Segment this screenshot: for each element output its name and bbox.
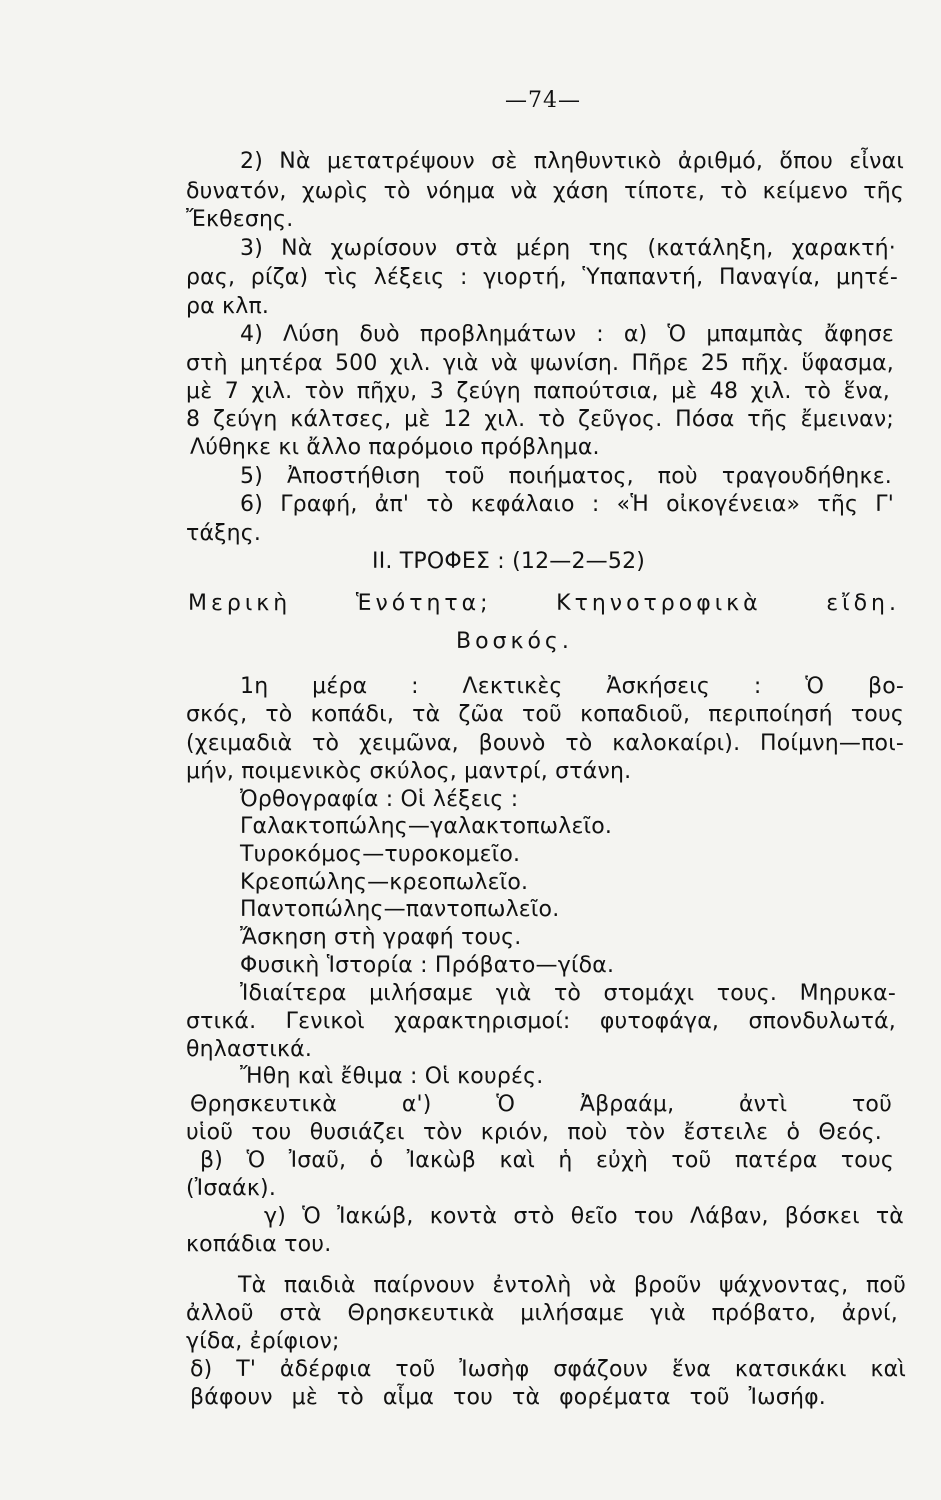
page-number: —74—: [505, 88, 581, 113]
text-line: Φυσικὴ Ἱστορία : Πρόβατο—γίδα.: [240, 953, 615, 978]
text-line: (Ἰσαάκ).: [186, 1176, 277, 1201]
text-line: ρας, ρίζα) τὶς λέξεις : γιορτή, Ὑπαπαντή, Παναγία, μητέ-: [186, 265, 898, 290]
text-line: Ὀρθογραφία : Οἱ λέξεις :: [240, 787, 519, 812]
text-line: Θρησκευτικὰ α') Ὁ Ἀβραάμ, ἀντὶ τοῦ: [190, 1092, 892, 1117]
text-line: θηλαστικά.: [186, 1037, 313, 1062]
text-line: 6) Γραφή, ἀπ' τὸ κεφάλαιο : «Ἡ οἰκογένεια» τῆς Γ': [240, 492, 894, 517]
text-line: Ἤθη καὶ ἔθιμα : Οἱ κουρές.: [240, 1064, 544, 1089]
text-line: τάξης.: [186, 521, 262, 546]
text-line: γίδα, ἐρίφιον;: [186, 1329, 340, 1354]
text-line: 1η μέρα : Λεκτικὲς Ἀσκήσεις : Ὁ βο-: [240, 674, 904, 699]
text-line: 5) Ἀποστήθιση τοῦ ποιήματος, ποὺ τραγουδήθηκε.: [240, 464, 892, 489]
text-line: δ) Τ' ἀδέρφια τοῦ Ἰωσὴφ σφάζουν ἕνα κατσικάκι καὶ: [190, 1357, 906, 1382]
text-line: β) Ὁ Ἰσαῦ, ὁ Ἰακὼβ καὶ ἡ εὐχὴ τοῦ πατέρα τους: [200, 1148, 894, 1173]
text-line: υἱοῦ του θυσιάζει τὸν κριόν, ποὺ τὸν ἔστειλε ὁ Θεός.: [186, 1120, 882, 1145]
text-line: Ἄσκηση στὴ γραφή τους.: [240, 925, 522, 950]
section-heading: ΙΙ. ΤΡΟΦΕΣ : (12—2—52): [372, 549, 646, 574]
text-line: Ἰδιαίτερα μιλήσαμε γιὰ τὸ στομάχι τους. Μηρυκα-: [240, 981, 896, 1006]
text-line: Ἔκθεσης.: [186, 207, 294, 232]
text-line: μήν, ποιμενικὸς σκύλος, μαντρί, στάνη.: [186, 759, 632, 784]
topic-heading: Βοσκός.: [456, 629, 573, 654]
text-line: Κρεοπώλης—κρεοπωλεῖο.: [240, 870, 529, 895]
text-line: Γαλακτοπώλης—γαλακτοπωλεῖο.: [240, 814, 613, 839]
text-line: ἀλλοῦ στὰ Θρησκευτικὰ μιλήσαμε γιὰ πρόβατο, ἀρνί,: [186, 1301, 898, 1326]
text-line: 2) Νὰ μετατρέψουν σὲ πληθυντικὸ ἀριθμό, ὅπου εἶναι: [240, 149, 904, 174]
text-line: κοπάδια του.: [186, 1232, 332, 1257]
text-line: ρα κλπ.: [186, 294, 270, 319]
text-line: 3) Νὰ χωρίσουν στὰ μέρη της (κατάληξη, χαρακτή·: [240, 236, 896, 261]
text-line: μὲ 7 χιλ. τὸν πῆχυ, 3 ζεύγη παπούτσια, μὲ 48 χιλ. τὸ ἕνα,: [186, 379, 890, 404]
text-line: στικά. Γενικοὶ χαρακτηρισμοί: φυτοφάγα, σπονδυλωτά,: [186, 1009, 896, 1034]
unit-heading: Μερικὴ Ἑνότητα; Κτηνοτροφικὰ εἴδη.: [188, 591, 900, 616]
text-line: γ) Ὁ Ἰακώβ, κοντὰ στὸ θεῖο του Λάβαν, βόσκει τὰ: [264, 1204, 904, 1229]
text-line: 8 ζεύγη κάλτσες, μὲ 12 χιλ. τὸ ζεῦγος. Πόσα τῆς ἔμειναν;: [186, 407, 894, 432]
text-line: στὴ μητέρα 500 χιλ. γιὰ νὰ ψωνίση. Πῆρε 25 πῆχ. ὕφασμα,: [186, 351, 894, 376]
text-line: βάφουν μὲ τὸ αἷμα του τὰ φορέματα τοῦ Ἰωσήφ.: [190, 1385, 826, 1410]
text-line: Λύθηκε κι ἄλλο παρόμοιο πρόβλημα.: [190, 435, 600, 460]
text-line: Παντοπώλης—παντοπωλεῖο.: [240, 897, 560, 922]
text-line: Τὰ παιδιὰ παίρνουν ἐντολὴ νὰ βροῦν ψάχνοντας, ποῦ: [238, 1273, 906, 1298]
text-line: σκός, τὸ κοπάδι, τὰ ζῶα τοῦ κοπαδιοῦ, περιποίησή τους: [186, 702, 904, 727]
text-line: (χειμαδιὰ τὸ χειμῶνα, βουνὸ τὸ καλοκαίρι). Ποίμνη—ποι-: [186, 731, 904, 756]
text-line: Τυροκόμος—τυροκομεῖο.: [240, 842, 521, 867]
text-line: δυνατόν, χωρὶς τὸ νόημα νὰ χάση τίποτε, τὸ κείμενο τῆς: [186, 179, 904, 204]
text-line: 4) Λύση δυὸ προβλημάτων : α) Ὁ μπαμπὰς ἄφησε: [240, 322, 894, 347]
